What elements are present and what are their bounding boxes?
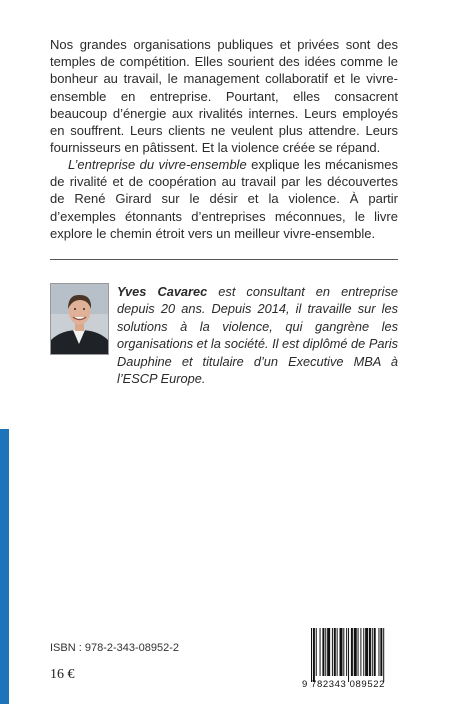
barcode-bar [354,628,357,676]
blurb-paragraph-2 [50,156,398,242]
barcode-bar [322,628,324,676]
author-portrait [50,283,109,355]
barcode-bar [378,628,379,676]
blue-accent-bar [0,429,9,704]
barcode-bar [348,628,349,682]
barcode-bar [360,628,361,676]
barcode-bar [334,628,336,676]
barcode-bar [358,628,359,676]
barcode-bar [380,628,382,676]
barcode-bar [313,628,315,682]
barcode-bar [369,628,371,676]
price: 16 € [50,667,75,682]
barcode-bar [320,628,321,676]
barcode-bar [372,628,373,676]
author-name: Yves Cavarec [117,284,208,299]
author-bio [117,283,398,387]
book-title-reference: L’entreprise du vivre-ensemble [68,157,247,172]
barcode-digits: 9 782343 089522 [302,679,385,690]
barcode-bar [365,628,368,676]
author-bio-text: est consultant en entreprise depuis 20 ans. Depuis 2014, il travaille sur les solutions à la violence, qui gangrène les organisations et la société. Il est diplômé de Paris Dauphine et titulaire d’un Executive MBA à l’ESCP Europe. [117,284,398,387]
barcode-bar [337,628,338,676]
barcode-bar [351,628,353,676]
barcode-bar [325,628,326,676]
barcode-bar [332,628,333,676]
barcode-bar [343,628,344,676]
barcode-bar [363,628,364,676]
barcode-bar [383,628,384,682]
barcode-bar [346,628,347,676]
barcode-bar [327,628,330,676]
barcode-bar [311,628,312,682]
blurb-paragraph-2-text: explique les mécanismes de rivalité et de coopération au travail par les découvertes de René Girard sur le désir et la violence. À partir d’exemples étonnants d’entreprises méconnues, le livre explore le chemin étroit vers un meilleur vivre-ensemble. [50,157,398,241]
author-portrait-illustration [51,284,108,354]
section-divider [50,259,398,260]
isbn: ISBN : 978-2-343-08952-2 [50,642,180,654]
barcode-bar [340,628,343,676]
barcode-bar [374,628,376,676]
blurb-paragraph-1: Nos grandes organisations publiques et privées sont des temples de compétition. Elles sourient des idées comme le bonheur au travail, le management collaboratif et le vivre-ensemble en entreprise. Pourtant, elles consacrent beaucoup d’énergie aux rivalités internes. Leurs employés en souffrent. Leurs clients ne veulent plus attendre. Leurs fournisseurs en pâtissent. Et la violence créée se répand. [50,37,398,156]
barcode-bar [316,628,317,676]
